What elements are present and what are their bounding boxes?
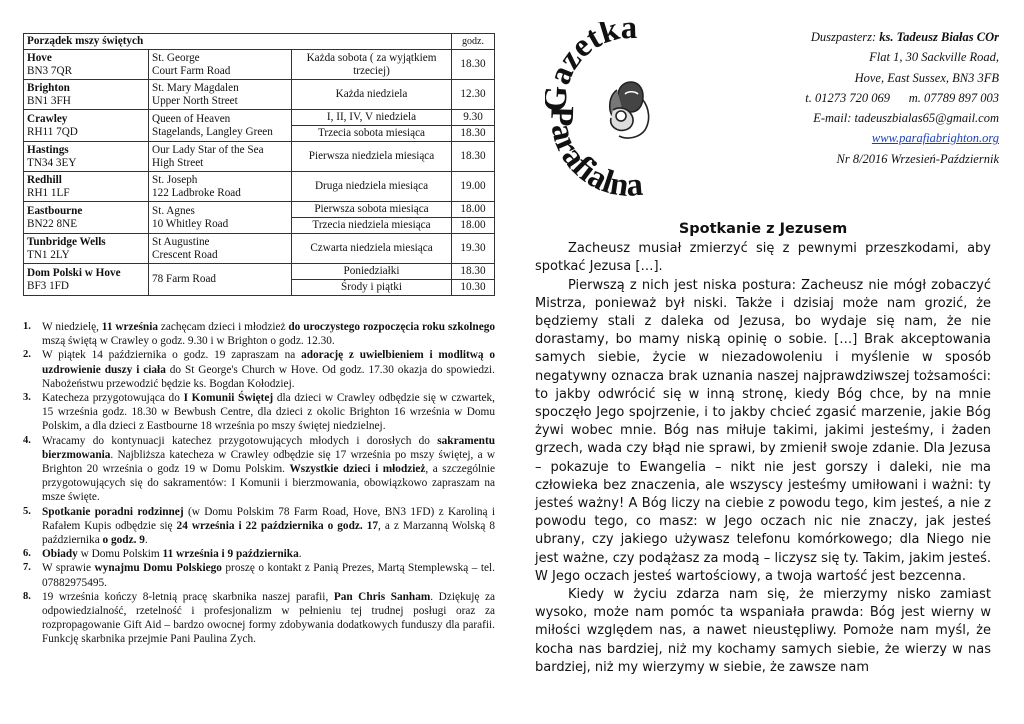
time-cell: 18.30 (452, 264, 495, 280)
time-cell: 9.30 (452, 110, 495, 126)
church-name: St Augustine (152, 235, 210, 248)
time-cell: 19.30 (452, 234, 495, 264)
church-address: 10 Whitley Road (152, 217, 229, 230)
email-address: E-mail: tadeuszbialas65@gmail.com (813, 111, 999, 126)
city-name: Eastbourne (27, 204, 83, 217)
schedule-cell: Środy i piątki (292, 280, 452, 296)
church-name: St. Agnes (152, 204, 195, 217)
priest-name: ks. Tadeusz Białas COr (879, 30, 999, 44)
schedule-cell: Każda niedziela (292, 80, 452, 110)
announcement-number: 8. (23, 590, 31, 602)
church-cell (149, 234, 292, 264)
holy-family-icon (610, 82, 649, 138)
website-link[interactable]: www.parafiabrighton.org (871, 131, 999, 146)
time-cell: 18.00 (452, 218, 495, 234)
announcement-text: Wracamy do kontynuacji katechez przygotowujących młodych i dorosłych do sakramentu bierzmowania. Najbliższa katecheza w Crawley odbędzie się 17 września po mszy świętej, a w Brighton 20 września o godz 19 w Domu Polskim. Wszystkie dzieci i młodzież, a szczególnie przygotowujących się do sakramentów: I Komunii i bierzmowania, obowiązkowo zapraszam na msze święte. (42, 434, 495, 504)
table-row (24, 110, 495, 126)
city-cell (24, 110, 149, 142)
logo-line2-path: Parafialna (545, 105, 645, 205)
time-cell: 19.00 (452, 172, 495, 202)
church-cell (149, 110, 292, 142)
table-row (24, 172, 495, 202)
table-row (24, 202, 495, 218)
postcode: RH1 1LF (27, 186, 70, 199)
mass-schedule (23, 33, 495, 296)
article-body (535, 240, 991, 677)
announcement-item (23, 320, 495, 348)
logo-line1-path: azetka (545, 22, 638, 90)
table-title: Porządek mszy świętych (24, 34, 452, 50)
schedule-cell: Trzecia sobota miesiąca (292, 126, 452, 142)
announcement-item (23, 348, 495, 391)
time-cell: 18.00 (452, 202, 495, 218)
contact-info (719, 27, 999, 169)
city-name: Redhill (27, 173, 62, 186)
schedule-cell: Pierwsza niedziela miesiąca (292, 142, 452, 172)
announcement-text: Obiady w Domu Polskim 11 września i 9 października. (42, 548, 302, 561)
schedule-cell: Poniedziałki (292, 264, 452, 280)
table-row (24, 80, 495, 110)
table-row (24, 50, 495, 80)
announcement-item (23, 547, 495, 561)
schedule-cell: Druga niedziela miesiąca (292, 172, 452, 202)
city-cell (24, 80, 149, 110)
announcement-number: 4. (23, 434, 31, 446)
city-cell (24, 264, 149, 296)
church-cell (149, 172, 292, 202)
time-cell: 18.30 (452, 142, 495, 172)
time-cell: 12.30 (452, 80, 495, 110)
announcement-number: 5. (23, 505, 31, 517)
schedule-cell: Trzecia niedziela miesiąca (292, 218, 452, 234)
announcement-number: 7. (23, 562, 31, 574)
announcement-item (23, 590, 495, 647)
church-name: St. George (152, 51, 200, 64)
priest-label: Duszpasterz: (810, 30, 877, 44)
gazetka-logo (545, 22, 713, 212)
announcement-text: W niedzielę, 11 września zachęcam dzieci i młodzież do uroczystego rozpoczęcia roku szkolnego mszą świętą w Crawley o godz. 9.30 i w Brighton o godz. 12.30. (42, 321, 496, 348)
postcode: RH11 7QD (27, 125, 78, 138)
city-cell (24, 142, 149, 172)
announcement-item (23, 561, 495, 589)
article (535, 220, 991, 677)
article-paragraph: Pierwszą z nich jest niska postura: Zacheusz nie mógł zobaczyć Mistrza, ponieważ był niski. Także i dzisiaj może nam grozić, że będziemy stali z daleka od Jezusa, bo wydaje się nam, że nie dorastamy, bo mamy niską opinię o sobie. […] Brak akceptowania samych siebie, życie w niezadowoleniu i myślenie w sposób negatywny oznacza brak uznania naszej najprawdziwszej tożsamości: to jakby odwrócić się w inną stronę, kiedy Bóg chce, by na mnie spoczęło Jego spojrzenie, i to jakby chcieć zgasić marzenie, jakie Bóg żywi wobec mnie. Bóg nas miłuje takimi, jakimi jesteśmy, i żaden grzech, wada czy błąd nie sprawi, by zmienił swoje zdanie. Dla Jezusa – pokazuje to Ewangelia – nikt nie jest gorszy i daleki, nie ma człowieka bez znaczenia, ale wszyscy jesteśmy umiłowani i ważni: ty jesteś ważny! A Bóg liczy na ciebie z powodu tego, kim jesteś, a nie z powodu tego, co masz: w Jego oczach nic nie znaczy, jak jesteś ubrany, czy jakiego używasz telefonu komórkowego; dla Niego nie jest ważne, czy podążasz za modą – liczysz się ty. Takim, jakim jesteś. W Jego oczach jesteś wartościowy, a twoja wartość jest bezcenna. (535, 277, 991, 584)
city-cell (24, 234, 149, 264)
announcement-item (23, 391, 495, 434)
church-cell (149, 142, 292, 172)
phone-numbers: t. 01273 720 069 m. 07789 897 003 (805, 90, 999, 105)
city-name: Hove (27, 51, 52, 64)
table-header-row (24, 34, 495, 50)
issue-number: Nr 8/2016 Wrzesień-Październik (836, 151, 999, 166)
city-name: Crawley (27, 112, 68, 125)
city-cell (24, 172, 149, 202)
church-name: Our Lady Star of the Sea (152, 143, 264, 156)
city-name: Brighton (27, 81, 70, 94)
schedule-cell: I, II, IV, V niedziela (292, 110, 452, 126)
table-row (24, 264, 495, 280)
schedule-cell: Pierwsza sobota miesiąca (292, 202, 452, 218)
postcode: BN3 7QR (27, 64, 73, 77)
church-address: Crescent Road (152, 248, 218, 261)
announcement-number: 2. (23, 349, 31, 361)
city-name: Dom Polski w Hove (27, 266, 121, 279)
announcement-number: 6. (23, 548, 31, 560)
announcement-number: 3. (23, 392, 31, 404)
schedule-cell: Czwarta niedziela miesiąca (292, 234, 452, 264)
article-paragraph: Zacheusz musiał zmierzyć się z pewnymi przeszkodami, aby spotkać Jezusa […]. (535, 241, 991, 275)
church-cell (149, 264, 292, 296)
announcements-list (23, 320, 495, 647)
announcement-text: Spotkanie poradni rodzinnej (w Domu Polskim 78 Farm Road, Hove, BN3 1FD) z Karoliną i Rafałem Kupis odbędzie się 24 września i 22 października o godz. 17, a z Marzanną Wolską 8 października o godz. 9. (42, 505, 496, 547)
church-address: 122 Ladbroke Road (152, 186, 241, 199)
time-cell: 18.30 (452, 50, 495, 80)
church-address: Court Farm Road (152, 64, 231, 77)
church-cell (149, 80, 292, 110)
announcement-item (23, 505, 495, 548)
announcement-number: 1. (23, 321, 31, 332)
church-address: Upper North Street (152, 94, 238, 107)
table-row (24, 142, 495, 172)
article-paragraph: Kiedy w życiu zdarza nam się, że mierzymy nisko zamiast wysoko, może nam pomóc ta wspaniała prawda: Bóg jest wierny w miłości względem nas, a nawet nieustępliwy. Pomoże nam myśl, że kocha nas bardziej, niż my kochamy samych siebie, że wierzy w nas bardziej, niż my wierzymy w siebie, że zawsze nam (535, 587, 991, 675)
city-name: Tunbridge Wells (27, 235, 106, 248)
church-address: 78 Farm Road (152, 273, 217, 285)
announcement-item (23, 434, 495, 505)
postcode: TN1 2LY (27, 248, 70, 261)
announcement-text: W piątek 14 października o godz. 19 zapraszam na adorację z uwielbieniem i modlitwą o uzdrowienie duszy i ciała do St George's Church w Hove. Od godz. 17.30 okazja do spowiedzi. Nabożeństwu przewodzić będzie ks. Bogdan Kołodziej. (42, 349, 496, 390)
church-cell (149, 202, 292, 234)
church-address: High Street (152, 156, 204, 169)
priest-line (719, 27, 999, 47)
church-name: Queen of Heaven (152, 112, 231, 125)
address-line-2: Hove, East Sussex, BN3 3FB (854, 70, 999, 85)
announcement-text: Katecheza przygotowująca do I Komunii Świętej dla dzieci w Crawley odbędzie się w czwartek, 15 września godz. 18.30 w Bewbush Centre, dla dzieci z okolic Brighton 16 września w Domu Polskim, a dla dzieci z Eastbourne 18 września po mszy świętej niedzielnej. (42, 392, 495, 433)
church-cell (149, 50, 292, 80)
address-line-1: Flat 1, 30 Sackville Road, (869, 50, 999, 65)
announcement-text: 19 września kończy 8-letnią pracę skarbnika naszej parafii, Pan Chris Sanham. Dziękuję za odpowiedzialność, rzetelność i profesjonalizm w pełnieniu tej trudnej posługi oraz za rozpropagowanie Gift Aid – bardzo owocnej formy zdobywania dodatkowych funduszy dla parafii. Funkcję skarbnika przejmie Pani Paulina Zych. (42, 590, 495, 646)
postcode: BN22 8NE (27, 217, 78, 230)
city-cell (24, 202, 149, 234)
postcode: BF3 1FD (27, 279, 69, 292)
schedule-cell: Każda sobota ( za wyjątkiem trzeciej) (292, 50, 452, 80)
church-name: St. Mary Magdalen (152, 81, 239, 94)
church-address: Stagelands, Langley Green (152, 125, 273, 138)
time-header: godz. (452, 34, 495, 50)
postcode: TN34 3EY (27, 156, 77, 169)
city-name: Hastings (27, 143, 69, 156)
announcement-text: W sprawie wynajmu Domu Polskiego proszę o kontakt z Panią Prezes, Martą Stemplewską – tel. 07882975495. (42, 562, 495, 589)
table-row (24, 234, 495, 264)
postcode: BN1 3FH (27, 94, 71, 107)
time-cell: 10.30 (452, 280, 495, 296)
logo-graphic (545, 22, 713, 212)
time-cell: 18.30 (452, 126, 495, 142)
church-name: St. Joseph (152, 173, 198, 186)
city-cell (24, 50, 149, 80)
article-title: Spotkanie z Jezusem (678, 221, 848, 237)
mass-schedule-table (23, 33, 495, 296)
